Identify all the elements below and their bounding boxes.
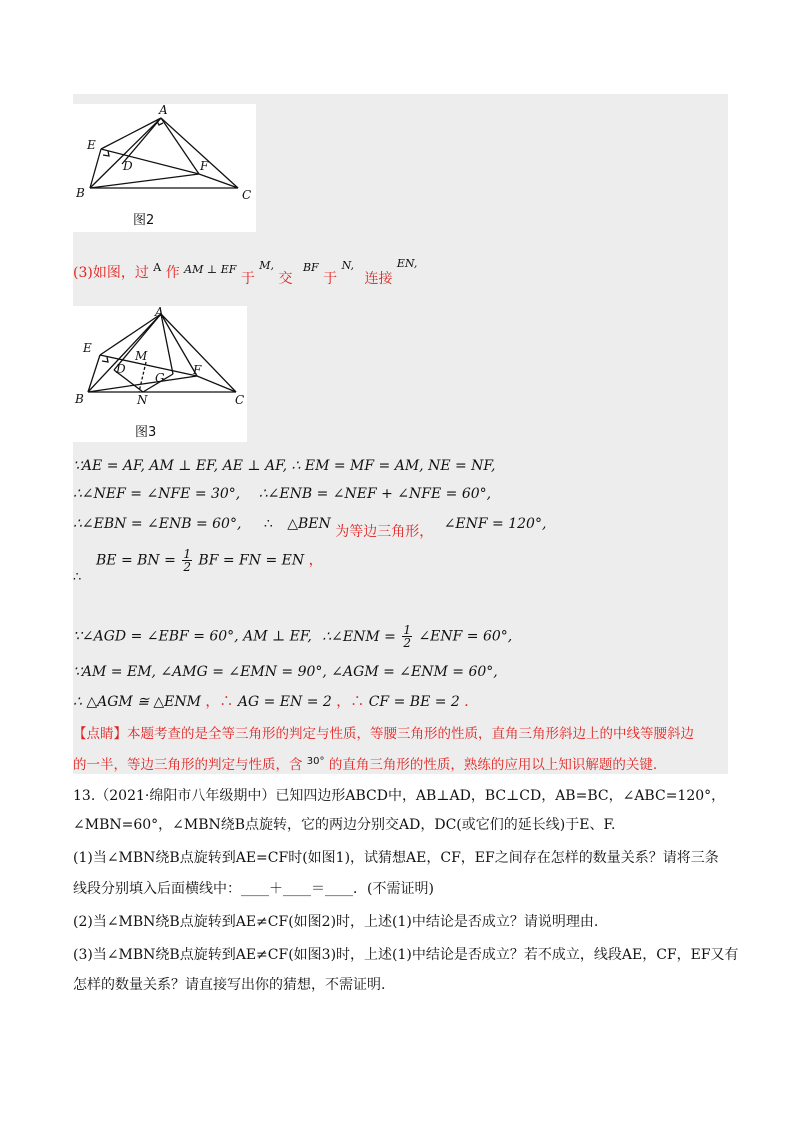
- figure-2-diagram: [73, 104, 256, 232]
- step3-zuo: 作: [165, 265, 180, 281]
- step3-BF: BF: [302, 261, 319, 274]
- step3-A: A: [153, 261, 162, 274]
- problem13-line-4: 线段分别填入后面横线中：____＋____＝____．(不需证明): [73, 881, 434, 897]
- step3-M: M,: [259, 259, 275, 272]
- step3-yu1: 于: [240, 271, 255, 287]
- proof-line-3: [73, 514, 546, 542]
- proof-line-4: [96, 548, 323, 573]
- problem13-line-2: ∠MBN=60°，∠MBN绕B点旋转，它的两边分别交AD，DC(或它们的延长线)于E、F.: [73, 817, 616, 833]
- proof-line-1: ∵AE = AF, AM ⊥ EF, AE ⊥ AF, ∴ EM = MF = AM, NE = NF,: [73, 458, 496, 474]
- proof-line-5-den: 2: [403, 636, 411, 650]
- proof-line-4-left: BE = BN =: [96, 552, 176, 569]
- proof-line-7c: AG = EN = 2: [237, 694, 332, 710]
- step3-jiao: 交: [278, 271, 293, 287]
- step3-line: [73, 254, 417, 289]
- proof-line-7a: ∴ △AGM ≅ △ENM: [73, 694, 201, 710]
- fig2-label-F: F: [200, 159, 209, 173]
- proof-line-4-right: BF = FN = EN: [198, 552, 305, 569]
- proof-line-2b: ∴∠ENB = ∠NEF + ∠NFE = 60°,: [258, 486, 492, 502]
- comment-line-2b: 的直角三角形的性质，熟练的应用以上知识解题的关键.: [328, 757, 658, 773]
- proof-line-3e: ∠ENF = 120°,: [443, 516, 547, 532]
- comment-line-2a: 的一半，等边三角形的判定与性质，含: [73, 757, 303, 773]
- proof-line-3b: ∴: [263, 516, 273, 532]
- proof-line-4-comma: ，: [308, 552, 323, 569]
- proof-line-3c: △BEN: [287, 516, 331, 532]
- fig2-label-D: D: [123, 159, 133, 173]
- comment-line-2-deg: 30°: [306, 756, 325, 767]
- problem13-line-7: 怎样的数量关系？请直接写出你的猜想，不需证明.: [73, 977, 386, 993]
- proof-line-4-den: 2: [183, 560, 191, 574]
- comment-line-1: 【点睛】本题考查的是全等三角形的判定与性质，等腰三角形的性质，直角三角形斜边上的中线等腰斜边: [73, 726, 694, 742]
- fig3-label-A: A: [155, 306, 164, 319]
- proof-line-5b: ∴∠ENM =: [322, 628, 396, 645]
- fig3-label-B: B: [75, 392, 84, 406]
- step3-AM: AM ⊥ EF: [184, 263, 237, 276]
- fig3-label-C: C: [235, 393, 245, 407]
- fig2-label-C: C: [242, 188, 252, 202]
- step3-prefix: (3)如图，过: [73, 265, 149, 281]
- step3-yu2: 于: [323, 271, 338, 287]
- proof-line-2: [73, 484, 491, 504]
- fig3-label-F: F: [193, 363, 202, 377]
- proof-line-5a: ∵∠AGD = ∠EBF = 60°, AM ⊥ EF,: [73, 628, 312, 645]
- problem13-line-3: (1)当∠MBN绕B点旋转到AE=CF时(如图1)，试猜想AE，CF，EF之间存在怎样的数量关系？请将三条: [73, 850, 719, 866]
- proof-line-5-fraction: [402, 624, 412, 649]
- proof-line-7d: ，∴: [336, 694, 365, 710]
- fig3-label-N: N: [137, 393, 148, 407]
- figure-2: [73, 104, 256, 232]
- problem13-line-6: (3)当∠MBN绕B点旋转到AE≠CF(如图3)时，上述(1)中结论是否成立？若不成立，线段AE，CF，EF又有: [73, 947, 739, 963]
- fig2-label-B: B: [76, 186, 85, 200]
- proof-line-4-num: 1: [183, 547, 191, 561]
- proof-line-6: ∵AM = EM, ∠AMG = ∠EMN = 90°, ∠AGM = ∠ENM = 60°,: [73, 664, 498, 680]
- fig3-label-E: E: [83, 341, 92, 355]
- fig2-label-A: A: [159, 104, 168, 117]
- fig3-label-D: D: [116, 362, 126, 376]
- fig2-caption: 图2: [133, 213, 155, 228]
- fig3-label-M: M: [135, 349, 148, 363]
- fig3-caption: 图3: [135, 425, 157, 440]
- proof-line-3d: 为等边三角形，: [335, 524, 434, 540]
- proof-line-5-num: 1: [403, 623, 411, 637]
- proof-line-7f: ．: [464, 694, 479, 710]
- proof-line-4-therefore: ∴: [73, 570, 82, 585]
- proof-line-7b: ，∴: [205, 694, 234, 710]
- fig3-label-G: G: [155, 371, 165, 385]
- step3-EN: EN,: [396, 257, 418, 270]
- figure-3: [73, 306, 247, 442]
- proof-line-3a: ∴∠EBN = ∠ENB = 60°,: [73, 516, 242, 532]
- fig2-label-E: E: [87, 138, 96, 152]
- figure-3-diagram: [73, 306, 247, 442]
- problem13-line-1: 13.（2021·绵阳市八年级期中）已知四边形ABCD中，AB⊥AD，BC⊥CD，AB=BC，∠ABC=120°，: [73, 788, 726, 804]
- problem13-line-5: (2)当∠MBN绕B点旋转到AE≠CF(如图2)时，上述(1)中结论是否成立？请说明理由.: [73, 914, 599, 930]
- proof-line-4-fraction: [182, 548, 192, 573]
- comment-line-2: [73, 752, 657, 775]
- proof-line-5: [73, 624, 512, 649]
- proof-line-7: [73, 692, 478, 712]
- proof-line-7e: CF = BE = 2: [368, 694, 460, 710]
- step3-N: N,: [341, 259, 354, 272]
- proof-line-5c: ∠ENF = 60°,: [418, 628, 513, 645]
- proof-line-2a: ∴∠NEF = ∠NFE = 30°,: [73, 486, 241, 502]
- step3-lianjie: 连接: [364, 271, 393, 287]
